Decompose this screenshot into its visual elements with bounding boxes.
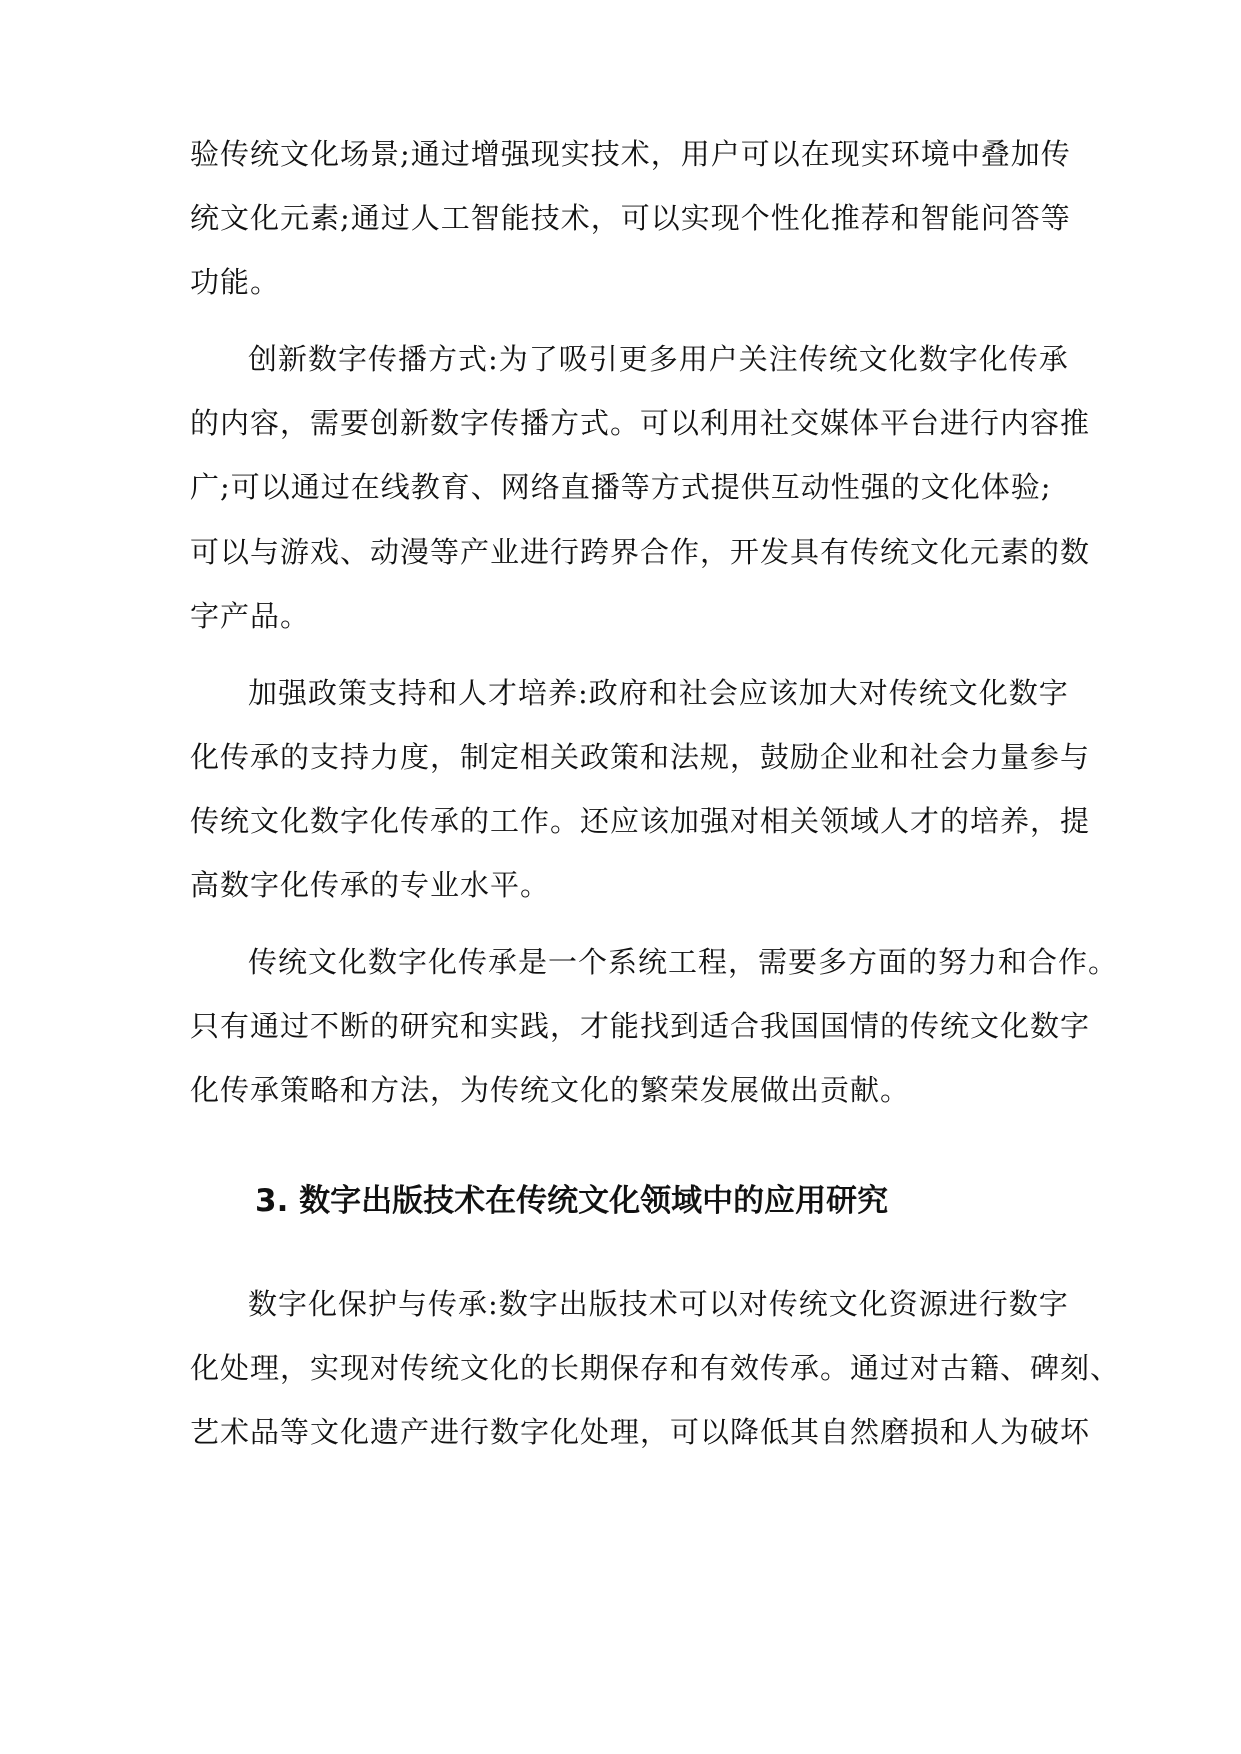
section-heading: 3. 数字出版技术在传统文化领域中的应用研究 [255,1183,889,1219]
paragraph-line: 创新数字传播方式:为了吸引更多用户关注传统文化数字化传承 [248,342,1069,376]
paragraph-line: 化处理，实现对传统文化的长期保存和有效传承。通过对古籍、碑刻、 [190,1351,1121,1385]
paragraph-line: 字产品。 [190,599,311,633]
paragraph-line: 高数字化传承的专业水平。 [190,868,551,902]
paragraph-line: 艺术品等文化遗产进行数字化处理，可以降低其自然磨损和人为破坏 [190,1415,1091,1449]
paragraph-line: 验传统文化场景;通过增强现实技术，用户可以在现实环境中叠加传 [190,137,1071,171]
paragraph-line: 只有通过不断的研究和实践，才能找到适合我国国情的传统文化数字 [190,1009,1091,1043]
paragraph-line: 数字化保护与传承:数字出版技术可以对传统文化资源进行数字 [248,1287,1069,1321]
paragraph-line: 可以与游戏、动漫等产业进行跨界合作，开发具有传统文化元素的数 [190,535,1091,569]
paragraph-line: 的内容，需要创新数字传播方式。可以利用社交媒体平台进行内容推 [190,406,1091,440]
paragraph-line: 传统文化数字化传承是一个系统工程，需要多方面的努力和合作。 [248,945,1119,979]
paragraph-line: 化传承的支持力度，制定相关政策和法规，鼓励企业和社会力量参与 [190,740,1091,774]
paragraph-line: 统文化元素;通过人工智能技术，可以实现个性化推荐和智能问答等 [190,201,1071,235]
paragraph-line: 加强政策支持和人才培养:政府和社会应该加大对传统文化数字 [248,676,1069,710]
paragraph-line: 广;可以通过在线教育、网络直播等方式提供互动性强的文化体验; [190,470,1052,504]
paragraph-line: 功能。 [190,265,281,299]
paragraph-line: 化传承策略和方法，为传统文化的繁荣发展做出贡献。 [190,1073,911,1107]
paragraph-line: 传统文化数字化传承的工作。还应该加强对相关领域人才的培养，提 [190,804,1091,838]
